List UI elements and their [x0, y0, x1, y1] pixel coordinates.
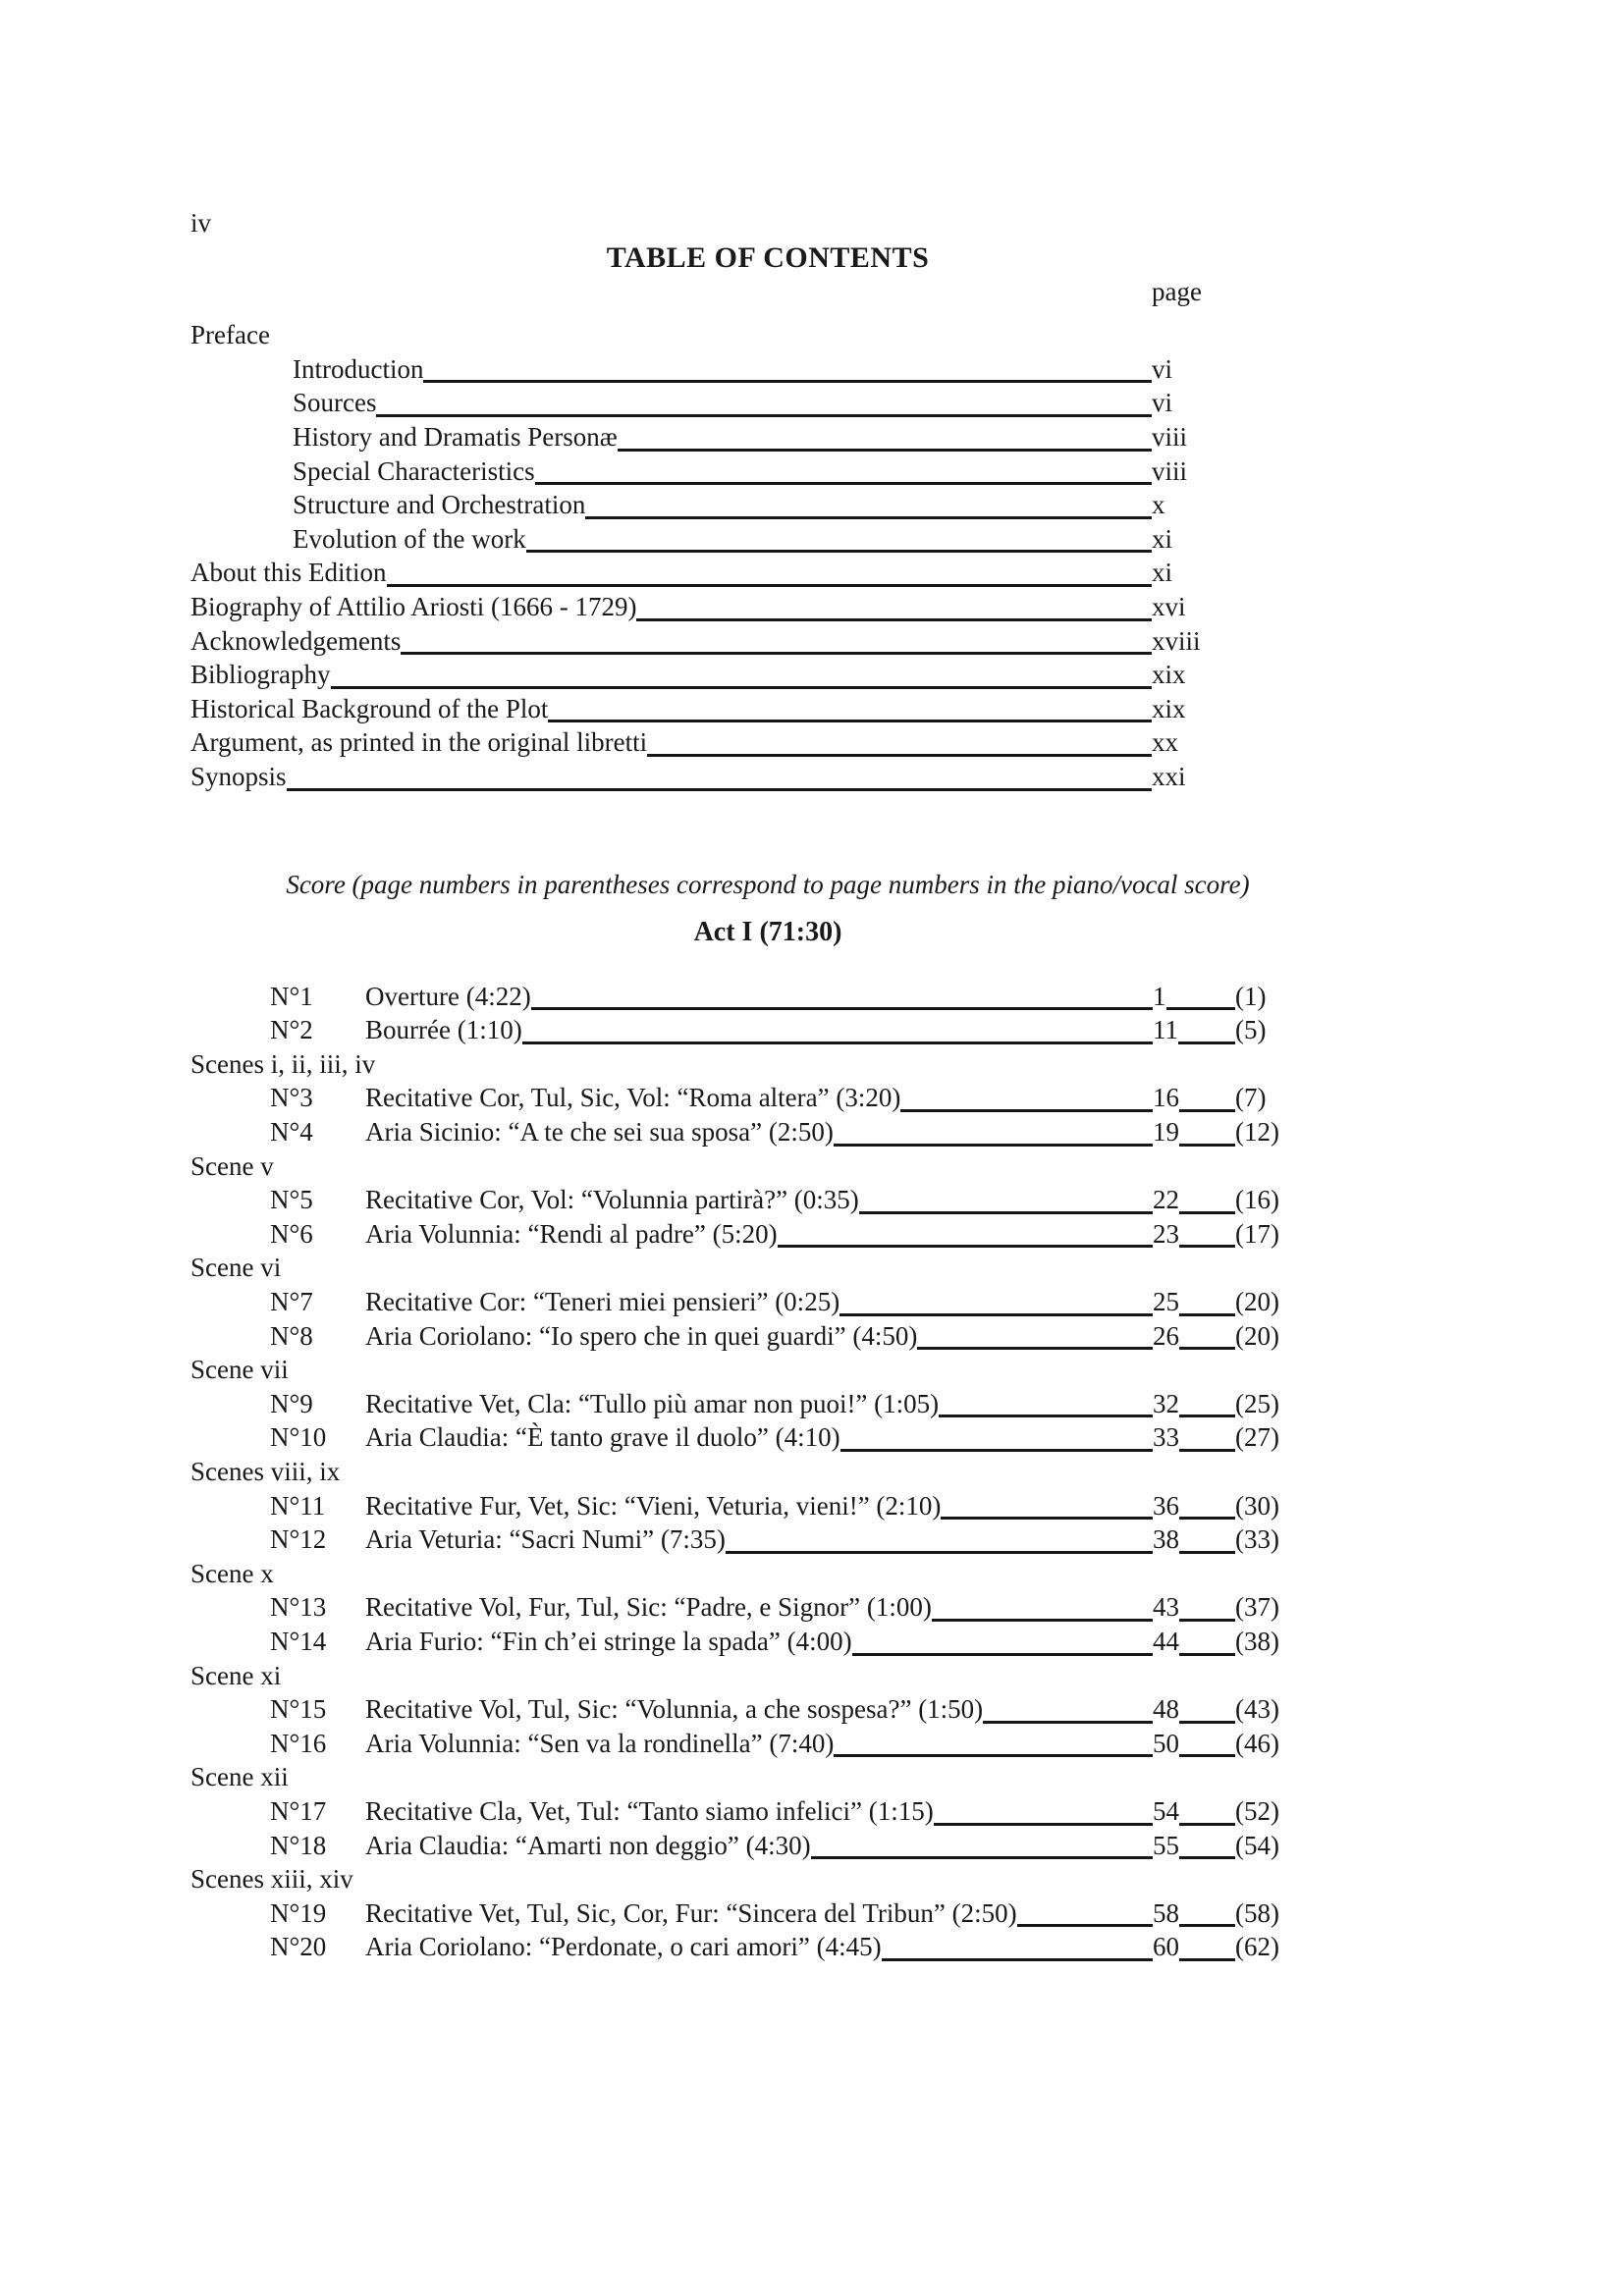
score-entry-row	[190, 1930, 1325, 1964]
scene-label: Scenes viii, ix	[190, 1457, 341, 1486]
score-entry-row	[190, 1420, 1325, 1455]
pv-page-number: (52)	[1235, 1795, 1279, 1826]
toc-row	[190, 318, 1325, 352]
score-page-number: 54	[1153, 1795, 1179, 1826]
score-page-number: 43	[1153, 1592, 1179, 1623]
score-page-number: 36	[1153, 1490, 1179, 1521]
page-number-cell	[1153, 1590, 1235, 1625]
leader-line	[934, 1823, 1153, 1826]
leader-line	[917, 1347, 1153, 1350]
scene-heading-row	[190, 1047, 1325, 1082]
score-page-number: 26	[1153, 1320, 1179, 1351]
leader-line-2	[1179, 1721, 1235, 1724]
leader-line	[585, 516, 1152, 519]
entry-number: N°11	[270, 1490, 326, 1521]
toc-label: About this Edition	[190, 558, 387, 588]
score-entry-row	[190, 1896, 1325, 1931]
leader-line	[526, 550, 1152, 553]
leader-line-2	[1179, 1856, 1235, 1859]
entry-title: Recitative Cor, Tul, Sic, Vol: “Roma altera” (3:20)	[365, 1083, 901, 1113]
score-entry-row	[190, 1319, 1325, 1354]
leader-line	[840, 1449, 1153, 1452]
page-number: xxi	[1152, 761, 1186, 791]
act-heading: Act I (71:30)	[693, 917, 842, 948]
toc-label: Preface	[190, 320, 270, 350]
leader-line	[387, 584, 1152, 587]
pv-page-number: (7)	[1235, 1083, 1267, 1113]
leader-line	[647, 754, 1152, 757]
score-entry-row	[190, 1590, 1325, 1625]
entry-title: Aria Volunnia: “Sen va la rondinella” (7:40)	[365, 1728, 835, 1758]
pv-page-number: (33)	[1235, 1524, 1279, 1555]
leader-line	[376, 414, 1152, 417]
leader-line	[900, 1109, 1153, 1112]
pv-page-number: (46)	[1235, 1728, 1279, 1758]
leader-line-2	[1178, 1041, 1235, 1044]
leader-line	[939, 1415, 1153, 1417]
scene-label: Scenes i, ii, iii, iv	[190, 1048, 376, 1079]
leader-line	[423, 380, 1152, 383]
toc-row	[190, 692, 1325, 726]
leader-line	[535, 482, 1152, 485]
scene-label: Scenes xiii, xiv	[190, 1864, 353, 1895]
front-matter-list	[190, 318, 1345, 793]
toc-row	[190, 454, 1325, 489]
score-page-number: 32	[1153, 1388, 1179, 1418]
entry-number: N°15	[270, 1694, 327, 1725]
page-number-cell	[1153, 1727, 1235, 1761]
score-entry-row	[190, 1285, 1325, 1319]
toc-row	[190, 658, 1325, 692]
page-number-cell	[1153, 1625, 1235, 1659]
pv-page-number: (5)	[1235, 1015, 1267, 1045]
score-entry-row	[190, 1489, 1325, 1523]
entry-title: Recitative Cla, Vet, Tul: “Tanto siamo infelici” (1:15)	[365, 1795, 934, 1826]
page-number: xviii	[1152, 625, 1201, 656]
score-page-number: 38	[1153, 1524, 1179, 1555]
pv-page-number: (62)	[1235, 1932, 1279, 1962]
toc-label: Sources	[293, 388, 377, 418]
toc-row	[190, 556, 1325, 590]
entry-title: Bourrée (1:10)	[365, 1015, 522, 1045]
toc-label: Argument, as printed in the original libretti	[190, 727, 648, 758]
page-number-cell	[1153, 980, 1235, 1014]
score-entry-row	[190, 1013, 1325, 1047]
entry-title: Recitative Vol, Tul, Sic: “Volunnia, a che sospesa?” (1:50)	[365, 1694, 984, 1725]
toc-row	[190, 420, 1325, 454]
toc-row	[190, 352, 1325, 387]
entry-number: N°12	[270, 1524, 327, 1555]
scene-heading-row	[190, 1862, 1325, 1896]
leader-line-2	[1179, 1144, 1235, 1147]
entry-title: Recitative Vet, Tul, Sic, Cor, Fur: “Sincera del Tribun” (2:50)	[365, 1897, 1017, 1928]
entry-number: N°16	[270, 1728, 327, 1758]
score-list	[190, 980, 1345, 1964]
toc-row	[190, 386, 1325, 420]
leader-line-2	[1179, 1958, 1235, 1961]
pv-page-number: (17)	[1235, 1218, 1279, 1249]
leader-line	[548, 720, 1152, 722]
leader-line-2	[1179, 1347, 1235, 1350]
toc-label: Special Characteristics	[293, 455, 535, 486]
leader-line-2	[1179, 1517, 1235, 1520]
pv-page-number: (27)	[1235, 1422, 1279, 1453]
score-page-number: 25	[1153, 1287, 1179, 1317]
page-number-cell	[1153, 1081, 1235, 1115]
leader-line-2	[1179, 1924, 1235, 1927]
entry-title: Recitative Fur, Vet, Sic: “Vieni, Veturia, vieni!” (2:10)	[365, 1490, 942, 1521]
score-page-number: 55	[1153, 1830, 1179, 1860]
page-number: vi	[1152, 353, 1173, 384]
page-number-cell	[1153, 1387, 1235, 1421]
score-entry-row	[190, 1081, 1325, 1115]
entry-title: Aria Volunnia: “Rendi al padre” (5:20)	[365, 1218, 778, 1249]
page-number-cell	[1153, 1115, 1235, 1149]
page-number-cell	[1153, 1420, 1235, 1455]
page-number: x	[1152, 490, 1165, 520]
pv-page-number: (25)	[1235, 1388, 1279, 1418]
leader-line	[932, 1619, 1153, 1622]
entry-title: Overture (4:22)	[365, 981, 531, 1011]
leader-line	[531, 1007, 1153, 1010]
leader-line	[834, 1754, 1153, 1757]
folio-page-number: iv	[190, 208, 212, 238]
leader-line	[522, 1041, 1153, 1044]
leader-line-2	[1166, 1007, 1236, 1010]
leader-line	[859, 1211, 1153, 1214]
page-number-cell	[1153, 1794, 1235, 1829]
leader-line-2	[1179, 1551, 1235, 1554]
scene-label: Scene v	[190, 1150, 274, 1181]
score-page-number: 44	[1153, 1626, 1179, 1656]
entry-number: N°10	[270, 1422, 327, 1453]
score-entry-row	[190, 1794, 1325, 1829]
page-number-cell	[1153, 1183, 1235, 1217]
score-entry-row	[190, 980, 1325, 1014]
leader-line	[618, 449, 1152, 452]
scene-heading-row	[190, 1760, 1325, 1794]
entry-number: N°13	[270, 1592, 327, 1623]
page-number-cell	[1153, 1319, 1235, 1354]
scene-heading-row	[190, 1455, 1325, 1489]
score-entry-row	[190, 1829, 1325, 1863]
toc-label: Biography of Attilio Ariosti (1666 - 1729)	[190, 591, 637, 621]
entry-number: N°8	[270, 1320, 313, 1351]
scene-label: Scene vi	[190, 1253, 282, 1283]
entry-title: Aria Coriolano: “Io spero che in quei guardi” (4:50)	[365, 1320, 918, 1351]
pv-page-number: (1)	[1235, 981, 1267, 1011]
page-number-cell	[1153, 1896, 1235, 1931]
score-page-number: 23	[1153, 1218, 1179, 1249]
entry-number: N°2	[270, 1015, 313, 1045]
page-number-cell	[1153, 1692, 1235, 1727]
leader-line-2	[1179, 1653, 1235, 1656]
page-number: viii	[1152, 421, 1188, 452]
page-number-cell	[1153, 1013, 1235, 1047]
score-page-number: 60	[1153, 1932, 1179, 1962]
leader-line	[401, 652, 1152, 655]
score-page-number: 58	[1153, 1897, 1179, 1928]
entry-number: N°18	[270, 1830, 327, 1860]
toc-label: Structure and Orchestration	[293, 490, 586, 520]
page-number-cell	[1153, 1285, 1235, 1319]
score-entry-row	[190, 1387, 1325, 1421]
page-number: xvi	[1152, 591, 1186, 621]
leader-line	[287, 788, 1152, 791]
entry-number: N°19	[270, 1897, 327, 1928]
leader-line-2	[1179, 1245, 1235, 1248]
leader-line	[839, 1313, 1153, 1316]
scene-label: Scene xi	[190, 1660, 282, 1690]
entry-number: N°9	[270, 1388, 313, 1418]
scene-label: Scene xii	[190, 1762, 289, 1792]
score-entry-row	[190, 1727, 1325, 1761]
score-page-number: 19	[1153, 1117, 1179, 1148]
score-entry-row	[190, 1217, 1325, 1252]
leader-line	[778, 1245, 1153, 1248]
leader-line	[941, 1517, 1153, 1520]
page-number-cell	[1153, 1489, 1235, 1523]
score-page-number: 48	[1153, 1694, 1179, 1725]
score-entry-row	[190, 1115, 1325, 1149]
toc-label: History and Dramatis Personæ	[293, 421, 618, 452]
entry-title: Recitative Cor: “Teneri miei pensieri” (0:25)	[365, 1287, 840, 1317]
scene-heading-row	[190, 1557, 1325, 1591]
toc-row	[190, 760, 1325, 794]
leader-line-2	[1179, 1313, 1235, 1316]
pv-page-number: (38)	[1235, 1626, 1279, 1656]
score-entry-row	[190, 1183, 1325, 1217]
entry-title: Aria Claudia: “È tanto grave il duolo” (4:10)	[365, 1422, 840, 1453]
score-page-number: 50	[1153, 1728, 1179, 1758]
page-title: TABLE OF CONTENTS	[606, 240, 930, 274]
leader-line-2	[1179, 1415, 1235, 1417]
pv-page-number: (43)	[1235, 1694, 1279, 1725]
leader-line-2	[1179, 1619, 1235, 1622]
leader-line	[1017, 1924, 1153, 1927]
toc-label: Introduction	[293, 353, 424, 384]
page-column-header: page	[1152, 276, 1202, 306]
score-page-number: 33	[1153, 1422, 1179, 1453]
entry-number: N°4	[270, 1117, 313, 1148]
toc-row	[190, 725, 1325, 760]
toc-label: Historical Background of the Plot	[190, 693, 549, 723]
toc-label: Bibliography	[190, 660, 331, 690]
scene-heading-row	[190, 1149, 1325, 1184]
entry-title: Aria Veturia: “Sacri Numi” (7:35)	[365, 1524, 726, 1555]
entry-number: N°6	[270, 1218, 313, 1249]
page-number: xix	[1152, 693, 1186, 723]
pv-page-number: (12)	[1235, 1117, 1279, 1148]
page-number: xi	[1152, 523, 1173, 554]
entry-title: Aria Coriolano: “Perdonate, o cari amori” (4:45)	[365, 1932, 882, 1962]
toc-row	[190, 590, 1325, 624]
entry-title: Aria Sicinio: “A te che sei sua sposa” (2:50)	[365, 1117, 834, 1148]
toc-label: Synopsis	[190, 761, 287, 791]
pv-page-number: (54)	[1235, 1830, 1279, 1860]
page-number-cell	[1153, 1930, 1235, 1964]
scene-heading-row	[190, 1659, 1325, 1693]
leader-line-2	[1179, 1823, 1235, 1826]
leader-line	[852, 1653, 1153, 1656]
score-entry-row	[190, 1522, 1325, 1557]
toc-content	[190, 206, 1345, 1964]
entry-number: N°17	[270, 1795, 327, 1826]
scene-heading-row	[190, 1353, 1325, 1387]
leader-line-2	[1179, 1109, 1235, 1112]
scene-label: Scene x	[190, 1558, 274, 1588]
leader-line	[834, 1144, 1153, 1147]
scene-heading-row	[190, 1251, 1325, 1285]
score-page-number: 1	[1153, 981, 1166, 1011]
entry-title: Recitative Cor, Vol: “Volunnia partirà?” (0:35)	[365, 1185, 859, 1215]
leader-line-2	[1179, 1754, 1235, 1757]
entry-number: N°14	[270, 1626, 327, 1656]
page-number-cell	[1153, 1829, 1235, 1863]
pv-page-number: (58)	[1235, 1897, 1279, 1928]
page-number-cell	[1153, 1522, 1235, 1557]
leader-line	[811, 1856, 1153, 1859]
entry-title: Aria Claudia: “Amarti non deggio” (4:30)	[365, 1830, 811, 1860]
page-number: xi	[1152, 558, 1173, 588]
entry-number: N°1	[270, 981, 313, 1011]
toc-label: Acknowledgements	[190, 625, 402, 656]
toc-row	[190, 522, 1325, 557]
leader-line-2	[1179, 1211, 1235, 1214]
pv-page-number: (20)	[1235, 1320, 1279, 1351]
entry-number: N°7	[270, 1287, 313, 1317]
score-entry-row	[190, 1692, 1325, 1727]
score-page-number: 16	[1153, 1083, 1179, 1113]
entry-title: Aria Furio: “Fin ch’ei stringe la spada” (4:00)	[365, 1626, 852, 1656]
leader-line-2	[1179, 1449, 1235, 1452]
pv-page-number: (16)	[1235, 1185, 1279, 1215]
score-entry-row	[190, 1625, 1325, 1659]
toc-label: Evolution of the work	[293, 523, 526, 554]
leader-line	[726, 1551, 1153, 1554]
leader-line	[636, 618, 1152, 621]
entry-number: N°5	[270, 1185, 313, 1215]
leader-line	[983, 1721, 1153, 1724]
entry-number: N°20	[270, 1932, 327, 1962]
scene-label: Scene vii	[190, 1355, 289, 1385]
pv-page-number: (20)	[1235, 1287, 1279, 1317]
score-page-number: 22	[1153, 1185, 1179, 1215]
entry-title: Recitative Vet, Cla: “Tullo più amar non puoi!” (1:05)	[365, 1388, 940, 1418]
page-number: xx	[1152, 727, 1178, 758]
leader-line	[331, 686, 1153, 689]
leader-line	[882, 1958, 1153, 1961]
score-page-number: 11	[1153, 1015, 1178, 1045]
pv-page-number: (30)	[1235, 1490, 1279, 1521]
pv-page-number: (37)	[1235, 1592, 1279, 1623]
entry-number: N°3	[270, 1083, 313, 1113]
entry-title: Recitative Vol, Fur, Tul, Sic: “Padre, e Signor” (1:00)	[365, 1592, 932, 1623]
toc-row	[190, 488, 1325, 522]
toc-row	[190, 624, 1325, 659]
score-note: Score (page numbers in parentheses correspond to page numbers in the piano/vocal score)	[286, 869, 1250, 899]
page-number: xix	[1152, 660, 1186, 690]
page-number: vi	[1152, 388, 1173, 418]
page-number-cell	[1153, 1217, 1235, 1252]
page-number: viii	[1152, 455, 1188, 486]
